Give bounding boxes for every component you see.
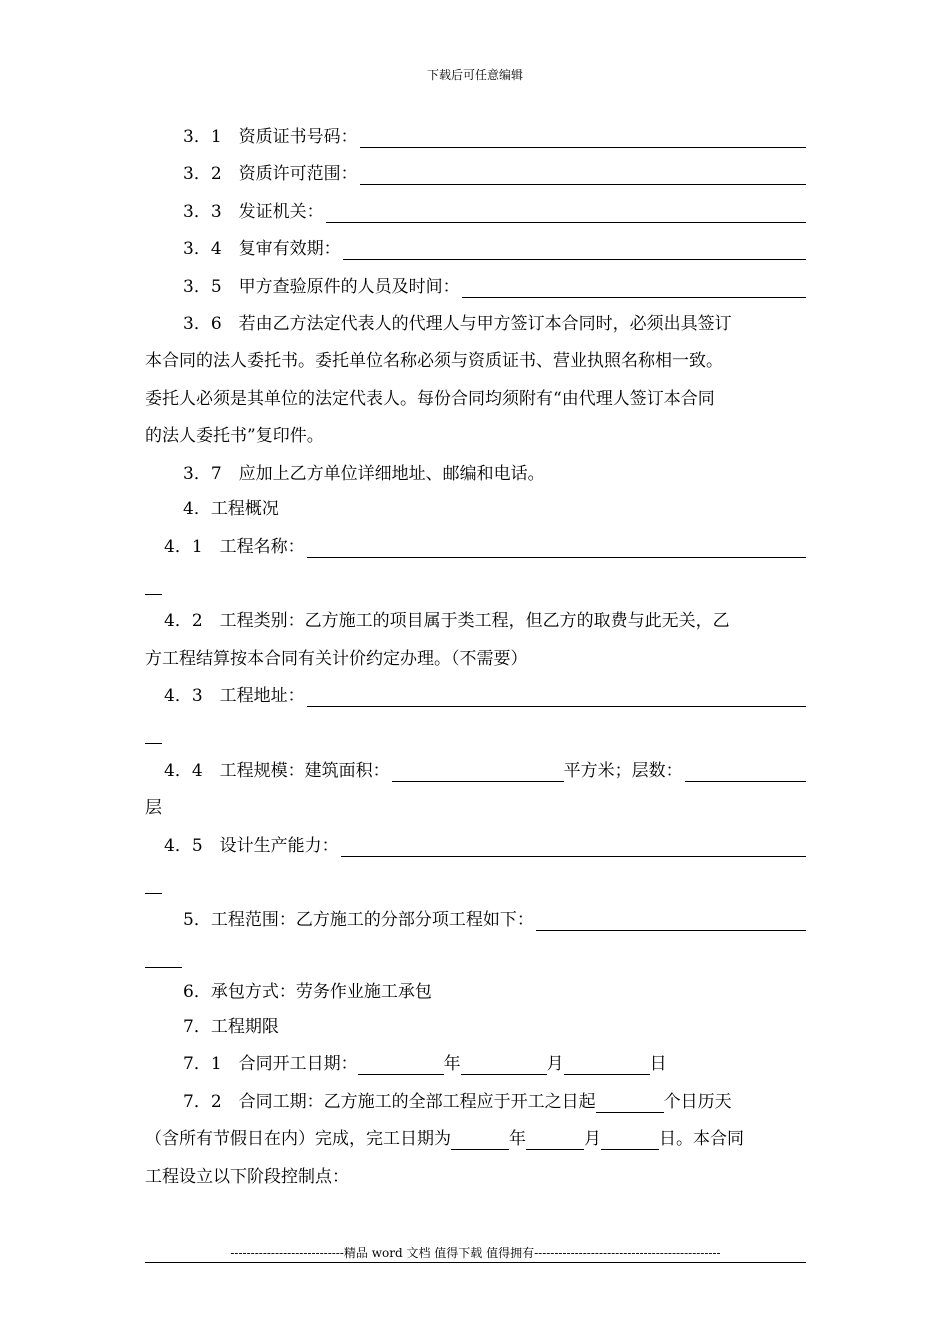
floors-unit: 层 xyxy=(145,798,162,818)
end-year-blank[interactable] xyxy=(451,1132,509,1150)
project-scale-label: 4．4 工程规模：建筑面积： xyxy=(164,761,390,781)
line-4-5-cont xyxy=(145,872,806,894)
line-4-3-cont xyxy=(145,722,806,744)
license-scope-label: 3．2 资质许可范围： xyxy=(183,164,358,184)
inspection-label: 3．5 甲方查验原件的人员及时间： xyxy=(183,277,460,297)
review-validity-blank[interactable] xyxy=(343,242,806,260)
duration-days-blank[interactable] xyxy=(596,1095,664,1113)
completion-label: （含所有节假日在内）完成，完工日期为 xyxy=(145,1129,451,1149)
month-label: 月 xyxy=(546,1054,564,1074)
project-name-label: 4．1 工程名称： xyxy=(164,537,305,557)
line-3-4 xyxy=(145,238,806,260)
cert-number-blank[interactable] xyxy=(360,130,806,148)
scope-blank[interactable] xyxy=(536,913,806,931)
review-validity-label: 3．4 复审有效期： xyxy=(183,239,341,259)
line-4-2-a: 4．2 工程类别：乙方施工的项目属于类工程，但乙方的取费与此无关，乙 xyxy=(164,611,730,631)
section-7-heading: 7．工程期限 xyxy=(183,1017,279,1037)
page-footer: ----------------------------精品 word 文档 值得下载 值得拥有---------------------------------------------- xyxy=(230,1246,721,1260)
line-7-2-c: 工程设立以下阶段控制点： xyxy=(145,1167,349,1187)
line-5-cont xyxy=(145,946,806,968)
page-header: 下载后可任意编辑 xyxy=(426,68,523,82)
end-day-label: 日。本合同 xyxy=(659,1129,744,1149)
line-4-1-cont xyxy=(145,573,806,595)
line-4-5 xyxy=(145,835,806,857)
year-label: 年 xyxy=(443,1054,461,1074)
inspection-blank[interactable] xyxy=(462,280,806,298)
issuing-authority-label: 3．3 发证机关： xyxy=(183,202,324,222)
line-3-1 xyxy=(145,126,806,148)
capacity-blank-cont[interactable] xyxy=(145,876,162,894)
day-label: 日 xyxy=(649,1054,667,1074)
line-4-3 xyxy=(145,685,806,707)
line-4-2-b: 方工程结算按本合同有关计价约定办理。（不需要） xyxy=(145,649,528,669)
line-4-1 xyxy=(145,536,806,558)
start-date-label: 7．1 合同开工日期： xyxy=(183,1054,358,1074)
start-day-blank[interactable] xyxy=(564,1057,650,1075)
capacity-blank[interactable] xyxy=(341,839,806,857)
duration-label: 7．2 合同工期：乙方施工的全部工程应于开工之日起 xyxy=(183,1092,596,1112)
line-3-7: 3．7 应加上乙方单位详细地址、邮编和电话。 xyxy=(183,464,545,484)
end-month-blank[interactable] xyxy=(526,1132,584,1150)
issuing-authority-blank[interactable] xyxy=(326,205,806,223)
project-address-blank-cont[interactable] xyxy=(145,726,162,744)
capacity-label: 4．5 设计生产能力： xyxy=(164,836,339,856)
project-address-label: 4．3 工程地址： xyxy=(164,686,305,706)
cert-number-label: 3．1 资质证书号码： xyxy=(183,127,358,147)
license-scope-blank[interactable] xyxy=(360,167,806,185)
line-3-2 xyxy=(145,163,806,185)
line-7-2-a xyxy=(145,1091,806,1113)
para-3-6-line-2: 本合同的法人委托书。委托单位名称必须与资质证书、营业执照名称相一致。 xyxy=(145,351,723,371)
line-5 xyxy=(145,909,806,931)
floors-blank[interactable] xyxy=(685,764,806,782)
line-7-2-b xyxy=(145,1128,806,1150)
end-year-label: 年 xyxy=(509,1129,526,1149)
scope-label: 5．工程范围：乙方施工的分部分项工程如下： xyxy=(183,910,534,930)
end-month-label: 月 xyxy=(584,1129,601,1149)
line-6: 6．承包方式：劳务作业施工承包 xyxy=(183,982,432,1002)
line-3-5 xyxy=(145,276,806,298)
floors-label: 平方米；层数： xyxy=(563,761,683,781)
section-4-heading: 4．工程概况 xyxy=(183,499,279,519)
scope-blank-cont[interactable] xyxy=(145,950,182,968)
line-4-4 xyxy=(145,760,806,782)
para-3-6-line-3: 委托人必须是其单位的法定代表人。每份合同均须附有“由代理人签订本合同 xyxy=(145,389,715,409)
project-address-blank[interactable] xyxy=(307,689,806,707)
line-7-1 xyxy=(145,1053,806,1075)
footer-divider xyxy=(145,1262,806,1263)
start-month-blank[interactable] xyxy=(461,1057,547,1075)
floor-area-blank[interactable] xyxy=(392,764,564,782)
line-3-3 xyxy=(145,201,806,223)
calendar-days-label: 个日历天 xyxy=(663,1092,732,1112)
start-year-blank[interactable] xyxy=(358,1057,444,1075)
para-3-6-line-1: 3．6 若由乙方法定代表人的代理人与甲方签订本合同时，必须出具签订 xyxy=(183,314,732,334)
project-name-blank[interactable] xyxy=(307,540,806,558)
para-3-6-line-4: 的法人委托书”复印件。 xyxy=(145,426,324,446)
end-day-blank[interactable] xyxy=(601,1132,659,1150)
project-name-blank-cont[interactable] xyxy=(145,577,162,595)
